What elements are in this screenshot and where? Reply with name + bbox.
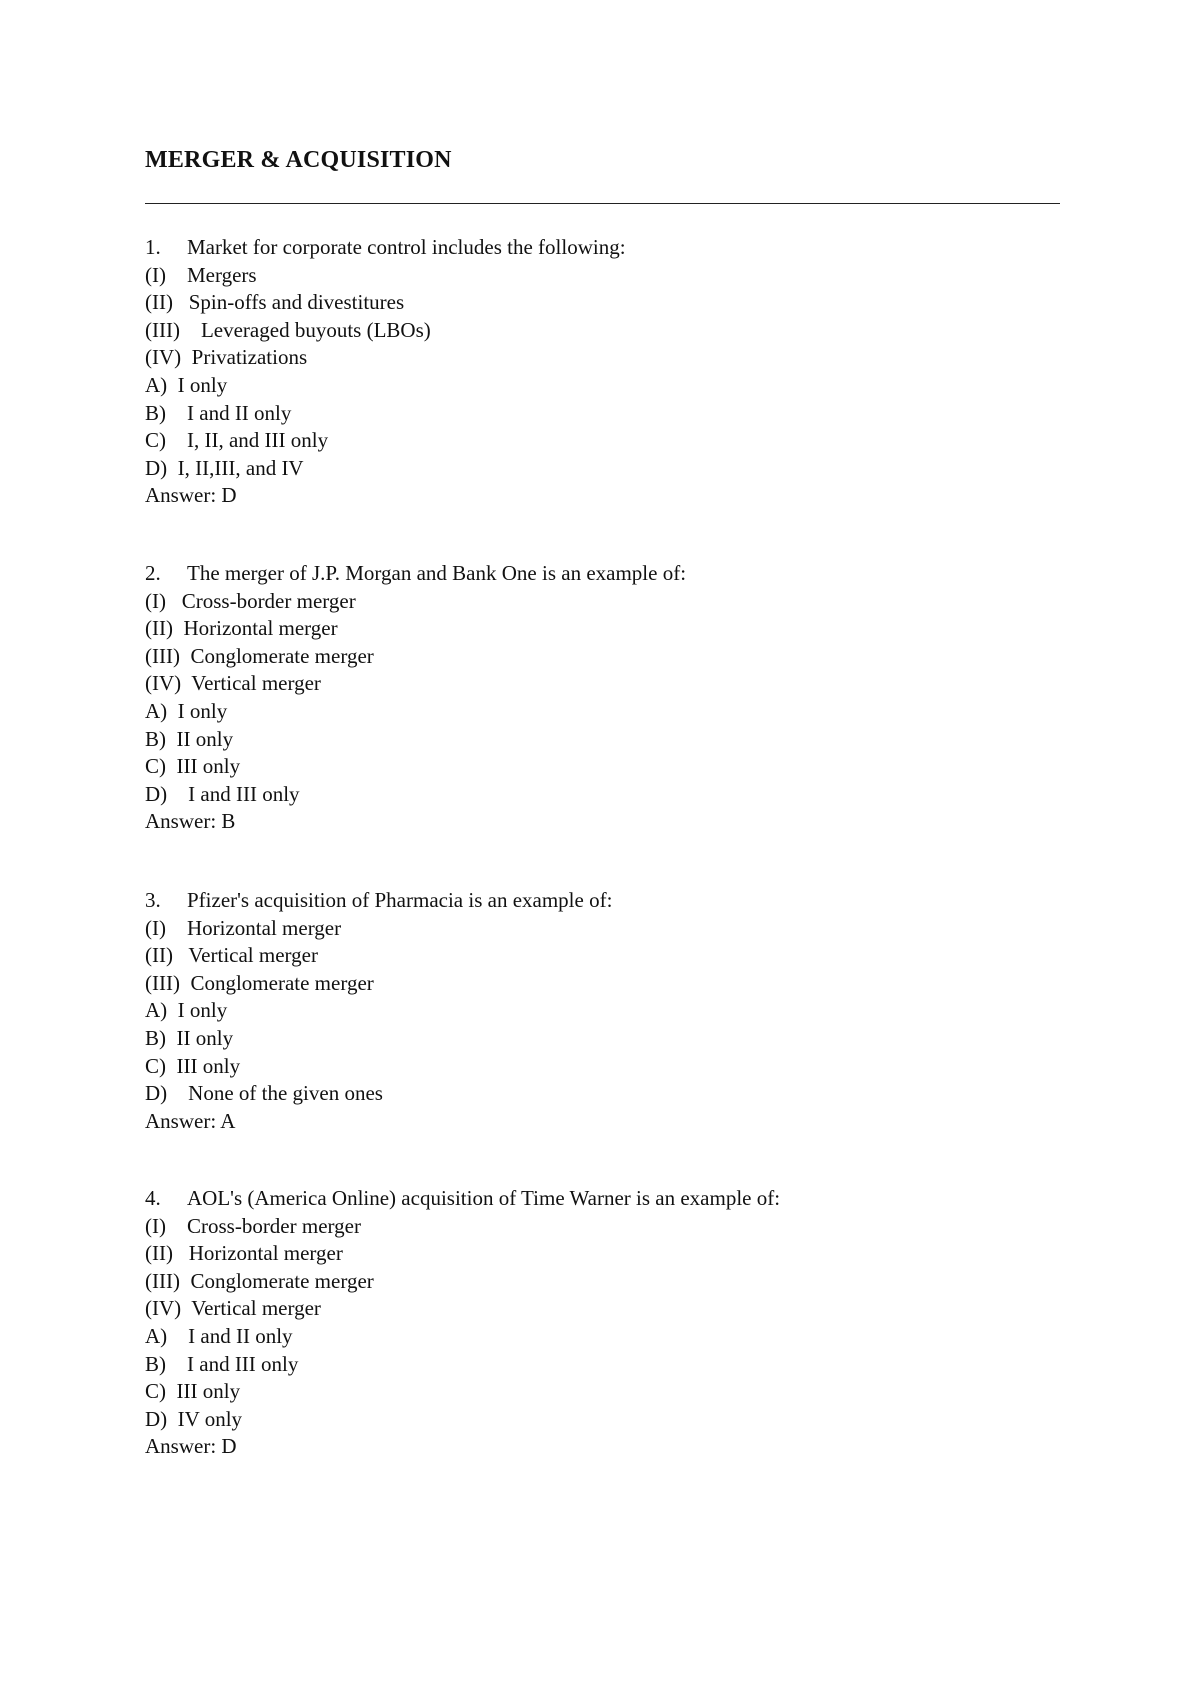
question-number: 2.	[145, 561, 161, 585]
question-text: Pfizer's acquisition of Pharmacia is an example of:	[187, 888, 613, 912]
answer-text: Answer: A	[145, 1108, 236, 1133]
statement-2: (II) Horizontal merger	[145, 616, 338, 641]
answer-text: Answer: B	[145, 809, 236, 834]
option-c: C) I, II, and III only	[145, 428, 329, 453]
statement-1: (I) Horizontal merger	[145, 915, 342, 940]
statement-3: (III) Conglomerate merger	[145, 1268, 374, 1293]
option-c: C) III only	[145, 1053, 241, 1078]
question-text: AOL's (America Online) acquisition of Time Warner is an example of:	[187, 1186, 781, 1210]
answer-text: Answer: D	[145, 483, 237, 508]
option-d: D) I and III only	[145, 781, 300, 806]
statement-1: (I) Cross-border merger	[145, 588, 356, 613]
question-stem	[145, 887, 1060, 915]
question-number: 3.	[145, 888, 161, 912]
question-stem	[145, 1185, 1060, 1213]
option-d: D) IV only	[145, 1406, 243, 1431]
option-a: A) I only	[145, 698, 228, 723]
question-number: 1.	[145, 235, 161, 259]
option-a: A) I only	[145, 372, 228, 397]
option-c: C) III only	[145, 754, 241, 779]
question-1	[145, 234, 1060, 510]
question-2	[145, 560, 1060, 836]
statement-1: (I) Mergers	[145, 262, 257, 287]
question-4	[145, 1185, 1060, 1461]
option-c: C) III only	[145, 1379, 241, 1404]
statement-2: (II) Vertical merger	[145, 943, 318, 968]
question-3	[145, 887, 1060, 1135]
statement-3: (III) Conglomerate merger	[145, 970, 374, 995]
title-divider	[145, 203, 1060, 204]
option-d: D) I, II,III, and IV	[145, 455, 304, 480]
page-title: MERGER & ACQUISITION	[145, 147, 452, 173]
statement-2: (II) Spin-offs and divestitures	[145, 290, 405, 315]
question-text: The merger of J.P. Morgan and Bank One is an example of:	[187, 561, 687, 585]
statement-4: (IV) Vertical merger	[145, 671, 321, 696]
question-stem	[145, 560, 1060, 588]
option-b: B) I and III only	[145, 1351, 299, 1376]
statement-2: (II) Horizontal merger	[145, 1241, 343, 1266]
question-stem	[145, 234, 1060, 262]
option-b: B) II only	[145, 1025, 234, 1050]
statement-4: (IV) Vertical merger	[145, 1296, 321, 1321]
option-a: A) I and II only	[145, 1323, 293, 1348]
option-b: B) I and II only	[145, 400, 292, 425]
answer-text: Answer: D	[145, 1434, 237, 1459]
statement-1: (I) Cross-border merger	[145, 1213, 361, 1238]
statement-3: (III) Conglomerate merger	[145, 643, 374, 668]
statement-3: (III) Leveraged buyouts (LBOs)	[145, 317, 431, 342]
question-number: 4.	[145, 1186, 161, 1210]
option-a: A) I only	[145, 998, 228, 1023]
statement-4: (IV) Privatizations	[145, 345, 308, 370]
question-text: Market for corporate control includes the following:	[187, 235, 626, 259]
option-d: D) None of the given ones	[145, 1081, 383, 1106]
option-b: B) II only	[145, 726, 234, 751]
